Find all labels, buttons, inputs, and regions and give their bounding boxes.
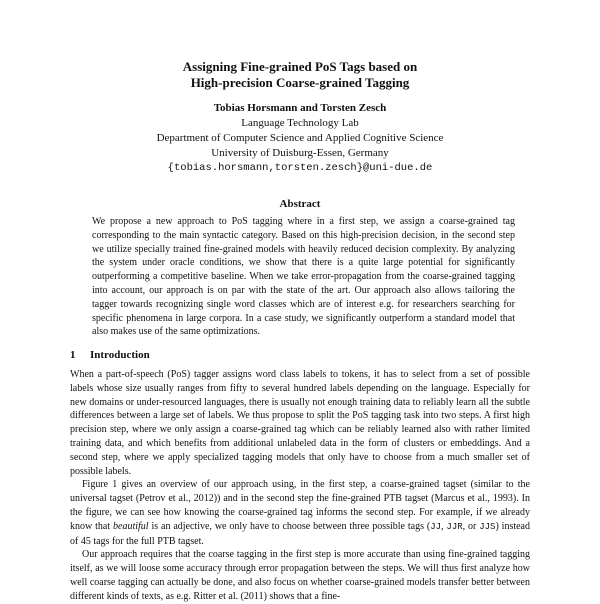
section-number: 1: [70, 349, 76, 361]
title-line-2: High-precision Coarse-grained Tagging: [190, 75, 410, 90]
emphasized-word: beautiful: [113, 520, 149, 532]
paragraph-2: [70, 478, 530, 548]
abstract-text: We propose a new approach to PoS tagging where in a first step, we assign a coarse-grained tag corresponding to the main syntactic category. Based on this high-precision decision, in the second step we utilize specially trained fine-grained models with heavily reduced decision complexity. By analyzing the system under oracle conditions, we show that there is a quite large potential for significantly outperforming a competitive baseline. When we take error-propagation from the coarse-grained tagging into account, our approach is on par with the state of the art. Our approach also allows tailoring the tagger towards recognizing single word classes which are of interest e.g. for researchers searching for specific phenomena in large corpora. In a case study, we significantly outperform a standard model that also makes use of the same optimizations.: [92, 216, 515, 338]
section-heading: [70, 349, 150, 361]
affiliation-lab: Language Technology Lab: [241, 117, 359, 129]
tag-jjr: JJR: [446, 521, 463, 532]
author-email: {tobias.horsmann,torsten.zesch}@uni-due.de: [167, 162, 433, 174]
paragraph-2-part-a: Figure 1 gives an overview of our approach using, in the first step, a coarse-grained tagset (similar to the universal tagset (Petrov et al., 2012)) and in the second step the fine-grained PTB tagset (Marcus et al., 1993). In the figure, we can see how knowing the coarse-grained tag informs the second step. For example, if we already know that: [70, 479, 530, 532]
section-body: [70, 368, 530, 604]
author-block: [0, 101, 600, 176]
paragraph-1: When a part-of-speech (PoS) tagger assigns word class labels to tokens, it has to select from a set of possible labels whose size usually ranges from fifty to several hundred labels depending on the language. Especially for new domains or under-resourced languages, there is usually not enough training data to reliably learn all the subtle differences between a large set of labels. We thus propose to split the PoS tagging task into two steps. A first high precision step, where we only assign a coarse-grained tag which can be reliably learned also with rather limited training data, and which benefits from additional unlabeled data in the form of clusters or embeddings. And a second step, where we apply specialized tagging models that only have to choose from a much smaller set of possible labels.: [70, 369, 530, 477]
tag-separator-2: , or: [462, 520, 480, 532]
abstract-heading: Abstract: [279, 198, 321, 210]
paper-title: [0, 59, 600, 91]
paragraph-2-part-b: is an adjective, we only have to choose between three possible tags (: [148, 520, 431, 532]
affiliation-department: Department of Computer Science and Applied Cognitive Science: [156, 132, 444, 144]
affiliation-university: University of Duisburg-Essen, Germany: [211, 147, 389, 159]
tag-jj: JJ: [430, 521, 442, 532]
section-title: Introduction: [90, 349, 150, 361]
paragraph-3: Our approach requires that the coarse tagging in the first step is more accurate than using fine-grained tagging itself, as we will loose some accuracy through error propagation between the steps. We will thus first analyze how well coarse tagging can actually be done, and also focus on whether coarse-grained models transfer better between different kinds of texts, as e.g. Ritter et al. (2011) shows that a fine-: [70, 549, 530, 602]
tag-separator-1: ,: [441, 520, 447, 532]
paragraph-2-part-c: ) instead of 45 tags for the full PTB tagset.: [70, 520, 530, 547]
title-line-1: Assigning Fine-grained PoS Tags based on: [182, 59, 418, 74]
tag-jjs: JJS: [479, 521, 496, 532]
author-names: Tobias Horsmann and Torsten Zesch: [213, 102, 387, 114]
